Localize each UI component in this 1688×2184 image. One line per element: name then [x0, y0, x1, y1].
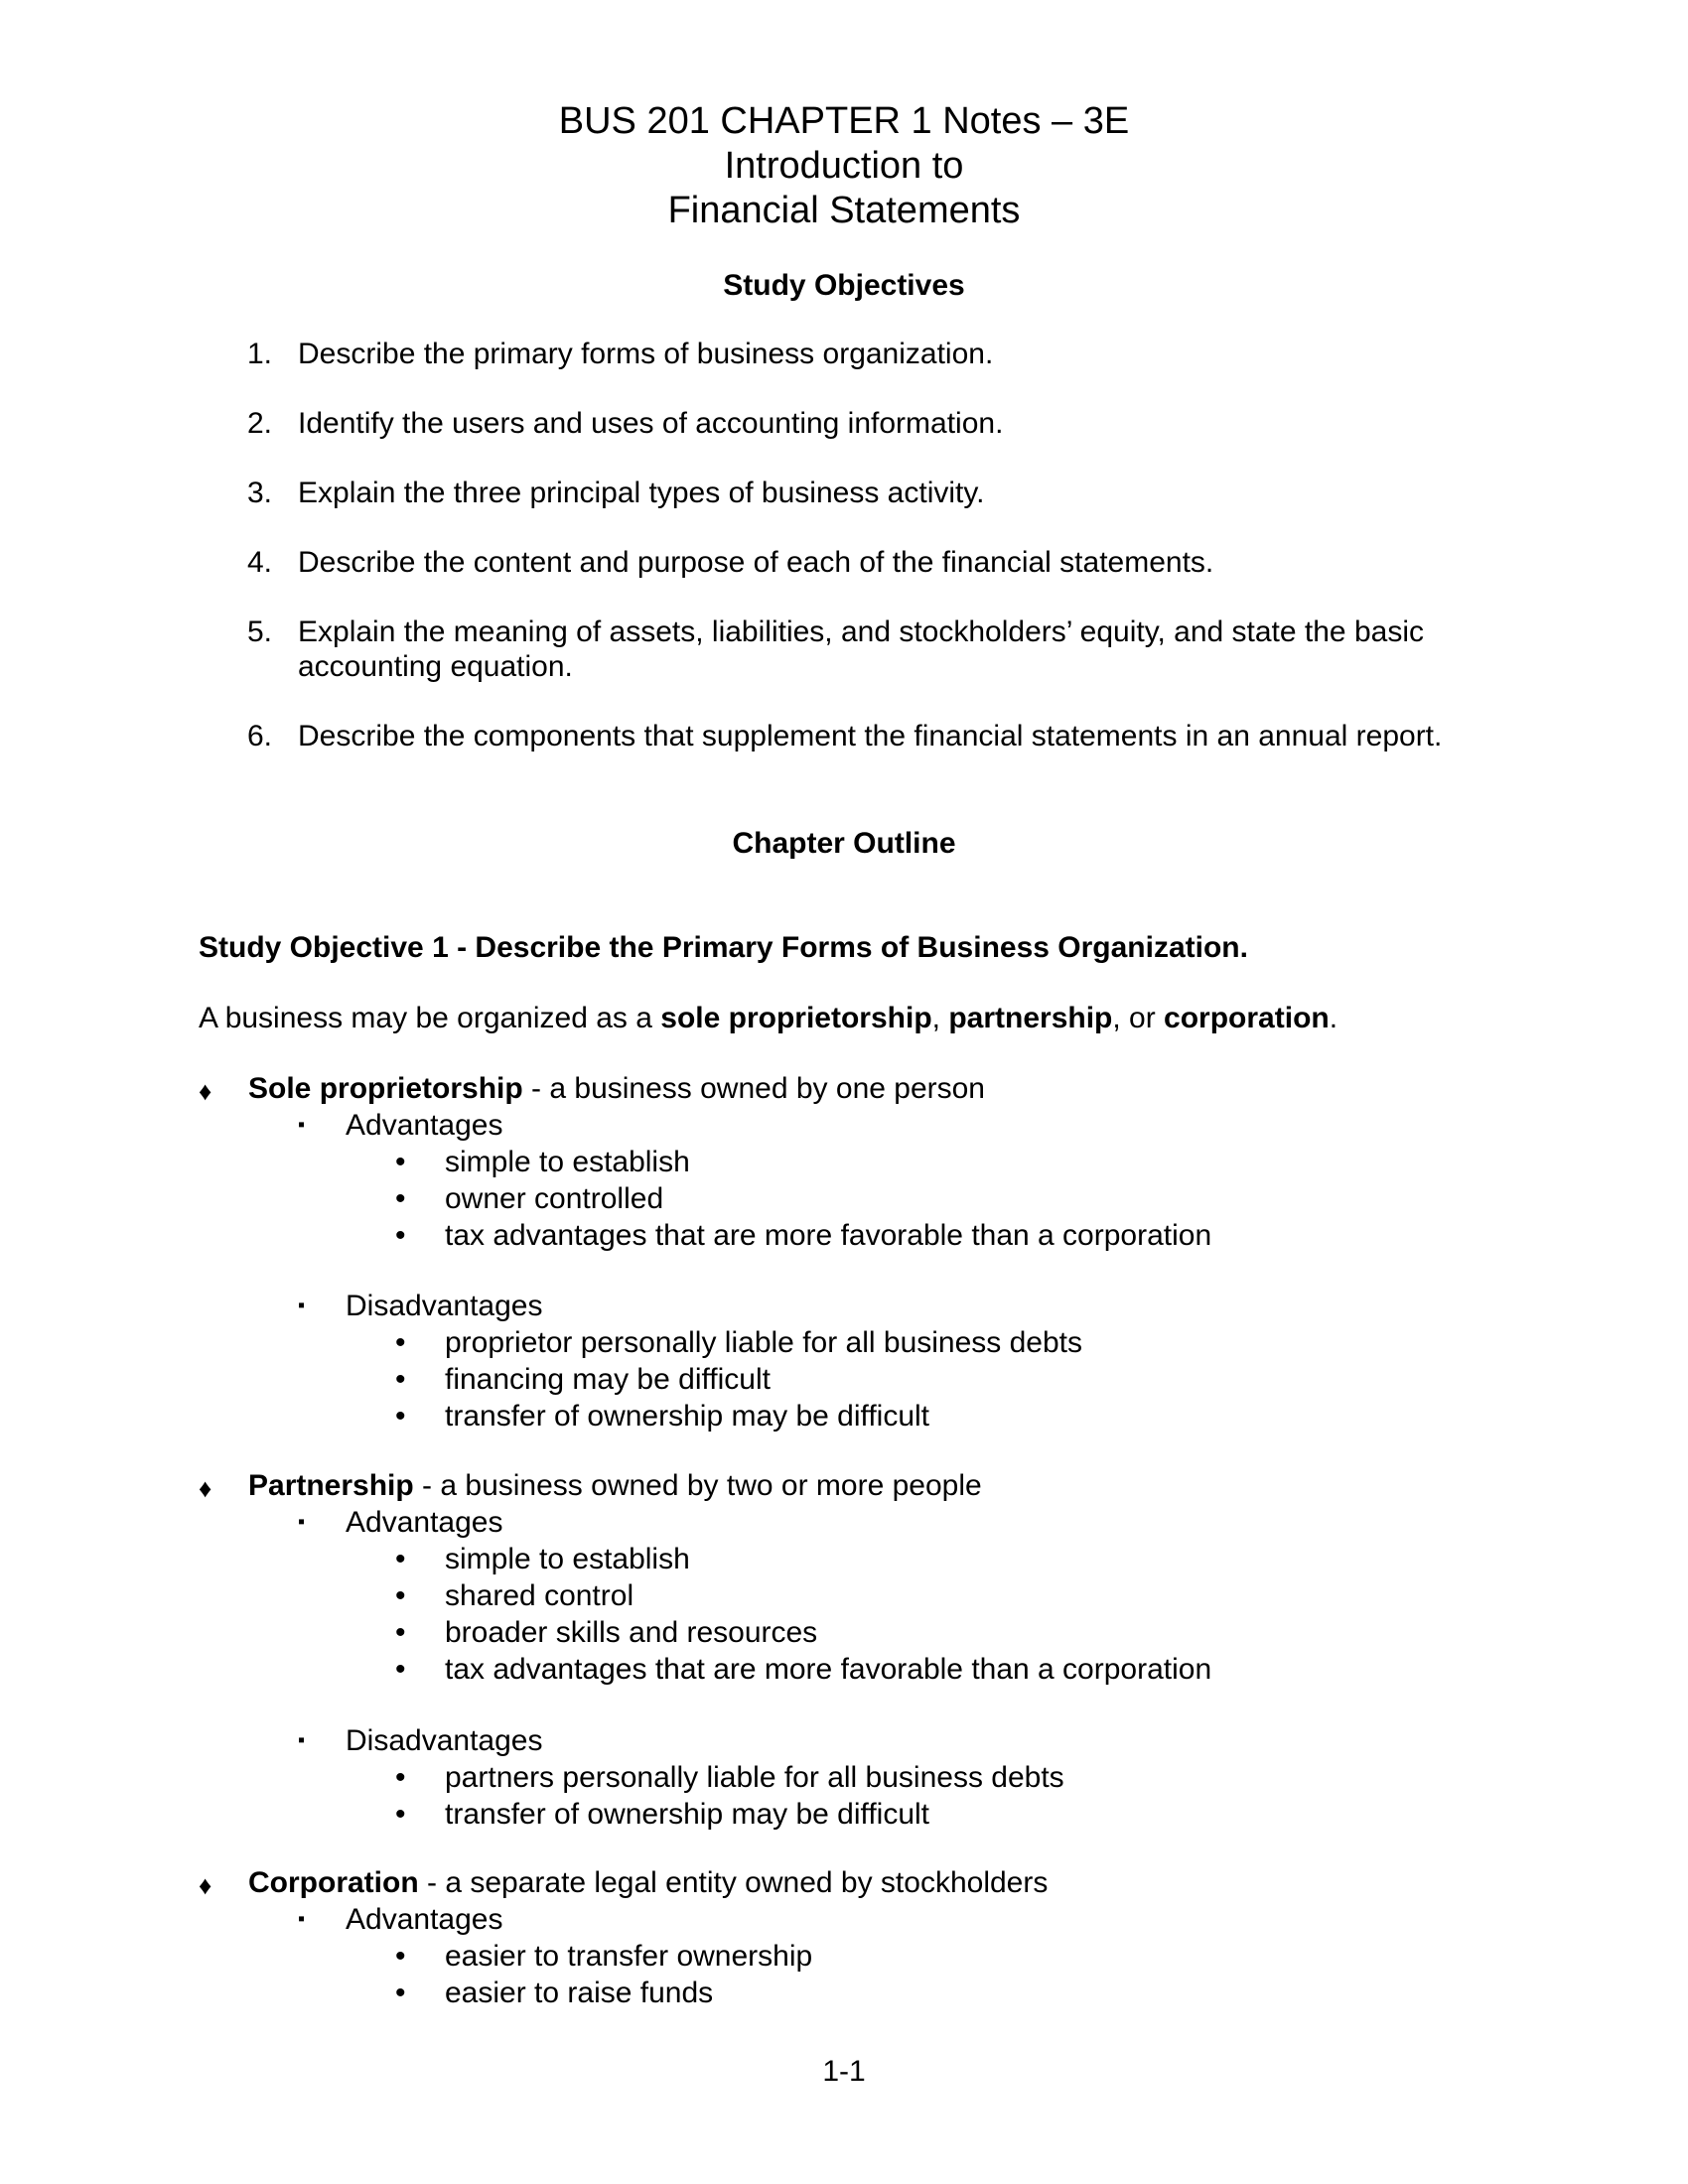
objective-text: Describe the content and purpose of each of the financial statements. [298, 546, 1214, 579]
list-item: owner controlled [445, 1182, 664, 1215]
square-bullet-icon: ▪ [298, 1908, 306, 1930]
dot-bullet-icon: • [395, 1616, 406, 1649]
objective-number: 4. [246, 546, 272, 579]
doc-title-line1: BUS 201 CHAPTER 1 Notes – 3E [558, 100, 1130, 142]
objective-text: Describe the primary forms of business organization. [298, 338, 994, 370]
diamond-bullet-icon: ♦ [199, 1076, 212, 1106]
dot-bullet-icon: • [395, 1326, 406, 1359]
study-objective-1-heading: Study Objective 1 - Describe the Primary Forms of Business Organization. [199, 931, 1248, 964]
dot-bullet-icon: • [395, 1363, 406, 1396]
list-item: shared control [445, 1579, 634, 1612]
square-bullet-icon: ▪ [298, 1295, 306, 1316]
list-item: simple to establish [445, 1543, 690, 1575]
list-item: transfer of ownership may be difficult [445, 1798, 930, 1831]
list-item: tax advantages that are more favorable than a corporation [445, 1653, 1212, 1686]
dot-bullet-icon: • [395, 1543, 406, 1575]
form-sole-proprietorship: Sole proprietorship - a business owned by one person [248, 1072, 985, 1105]
list-item: easier to transfer ownership [445, 1940, 813, 1973]
objective-text-continued: accounting equation. [298, 650, 573, 683]
objective-number: 5. [246, 615, 272, 648]
list-item: proprietor personally liable for all business debts [445, 1326, 1083, 1359]
list-item: simple to establish [445, 1146, 690, 1178]
objective-text: Identify the users and uses of accounting information. [298, 407, 1004, 440]
intro-paragraph: A business may be organized as a sole proprietorship, partnership, or corporation. [199, 1002, 1338, 1034]
form-partnership: Partnership - a business owned by two or more people [248, 1469, 982, 1502]
square-bullet-icon: ▪ [298, 1729, 306, 1751]
dot-bullet-icon: • [395, 1400, 406, 1433]
list-item: broader skills and resources [445, 1616, 818, 1649]
page-number: 1-1 [822, 2055, 866, 2088]
list-item: transfer of ownership may be difficult [445, 1400, 930, 1433]
square-bullet-icon: ▪ [298, 1114, 306, 1136]
diamond-bullet-icon: ♦ [199, 1473, 212, 1503]
objective-text: Explain the three principal types of business activity. [298, 477, 985, 509]
term-sole-proprietorship: sole proprietorship [660, 1002, 932, 1034]
doc-title-line2: Introduction to [724, 145, 964, 187]
square-bullet-icon: ▪ [298, 1511, 306, 1533]
study-objectives-heading: Study Objectives [723, 269, 965, 302]
dot-bullet-icon: • [395, 1146, 406, 1178]
dot-bullet-icon: • [395, 1579, 406, 1612]
list-item: tax advantages that are more favorable than a corporation [445, 1219, 1212, 1252]
advantages-label: Advantages [346, 1506, 503, 1539]
disadvantages-label: Disadvantages [346, 1724, 543, 1757]
diamond-bullet-icon: ♦ [199, 1870, 212, 1900]
dot-bullet-icon: • [395, 1940, 406, 1973]
chapter-outline-heading: Chapter Outline [732, 827, 956, 860]
list-item: financing may be difficult [445, 1363, 771, 1396]
dot-bullet-icon: • [395, 1761, 406, 1794]
advantages-label: Advantages [346, 1903, 503, 1936]
dot-bullet-icon: • [395, 1219, 406, 1252]
dot-bullet-icon: • [395, 1977, 406, 2009]
objective-number: 2. [246, 407, 272, 440]
term-partnership: partnership [948, 1002, 1113, 1034]
list-item: partners personally liable for all business debts [445, 1761, 1064, 1794]
term-corporation: corporation [1164, 1002, 1330, 1034]
objective-number: 3. [246, 477, 272, 509]
objective-text: Describe the components that supplement the financial statements in an annual report. [298, 720, 1443, 752]
advantages-label: Advantages [346, 1109, 503, 1142]
dot-bullet-icon: • [395, 1182, 406, 1215]
objective-number: 6. [246, 720, 272, 752]
dot-bullet-icon: • [395, 1653, 406, 1686]
list-item: easier to raise funds [445, 1977, 714, 2009]
disadvantages-label: Disadvantages [346, 1290, 543, 1322]
form-corporation: Corporation - a separate legal entity owned by stockholders [248, 1866, 1049, 1899]
objective-number: 1. [246, 338, 272, 370]
objective-text: Explain the meaning of assets, liabilities, and stockholders’ equity, and state the basic [298, 615, 1424, 648]
dot-bullet-icon: • [395, 1798, 406, 1831]
doc-title-line3: Financial Statements [667, 190, 1021, 231]
